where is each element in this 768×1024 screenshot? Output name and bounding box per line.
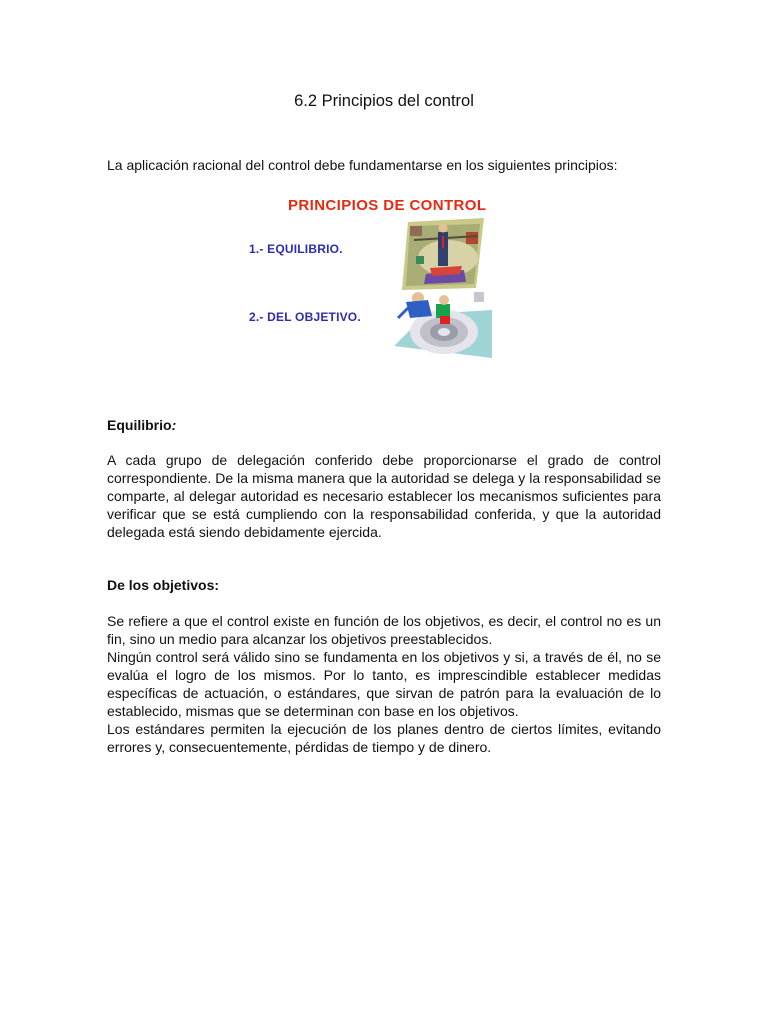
- paragraph: A cada grupo de delegación conferido debe proporcionarse el grado de control correspondiente. De la misma manera que la autoridad se delega y la responsabilidad se comparte, al delegar autoridad es necesario establecer los mecanismos suficientes para verificar que se está cumpliendo con la responsabilidad conferida, y que la autoridad delegada está siendo debidamente ejercida.: [107, 452, 661, 540]
- paragraph: Los estándares permiten la ejecución de los planes dentro de ciertos límites, evitando errores y, consecuentemente, pérdidas de tiempo y de dinero.: [107, 721, 661, 755]
- balancing-businessman-icon: [400, 218, 490, 292]
- section-heading-equilibrio: [107, 416, 661, 434]
- principles-figure: [230, 190, 530, 370]
- figure-title: PRINCIPIOS DE CONTROL: [288, 197, 487, 214]
- paragraph: Ningún control será válido sino se fundamenta en los objetivos y si, a través de él, no se evalúa el logro de los mismos. Por lo tanto, es imprescindible establecer medidas específicas de actuación, o estándares, que sirvan de patrón para la evaluación de lo establecido, mismas que se determinan con base en los objetivos.: [107, 649, 661, 719]
- section-heading-text: Equilibrio: [107, 417, 172, 433]
- paragraph: Se refiere a que el control existe en función de los objetivos, es decir, el control no es un fin, sino un medio para alcanzar los objetivos preestablecidos.: [107, 613, 661, 647]
- section-body-equilibrio: [107, 451, 661, 541]
- figure-item-objetivo: 2.- DEL OBJETIVO.: [249, 310, 361, 324]
- intro-text: La aplicación racional del control debe fundamentarse en los siguientes principios:: [107, 157, 618, 173]
- section-body-objetivos: [107, 612, 661, 756]
- figure-item-equilibrio: 1.- EQUILIBRIO.: [249, 242, 343, 256]
- page-title: 6.2 Principios del control: [294, 92, 474, 110]
- section-heading-objetivos: De los objetivos:: [107, 577, 220, 593]
- section-heading-suffix: :: [171, 417, 177, 433]
- racing-target-icon: [388, 288, 496, 360]
